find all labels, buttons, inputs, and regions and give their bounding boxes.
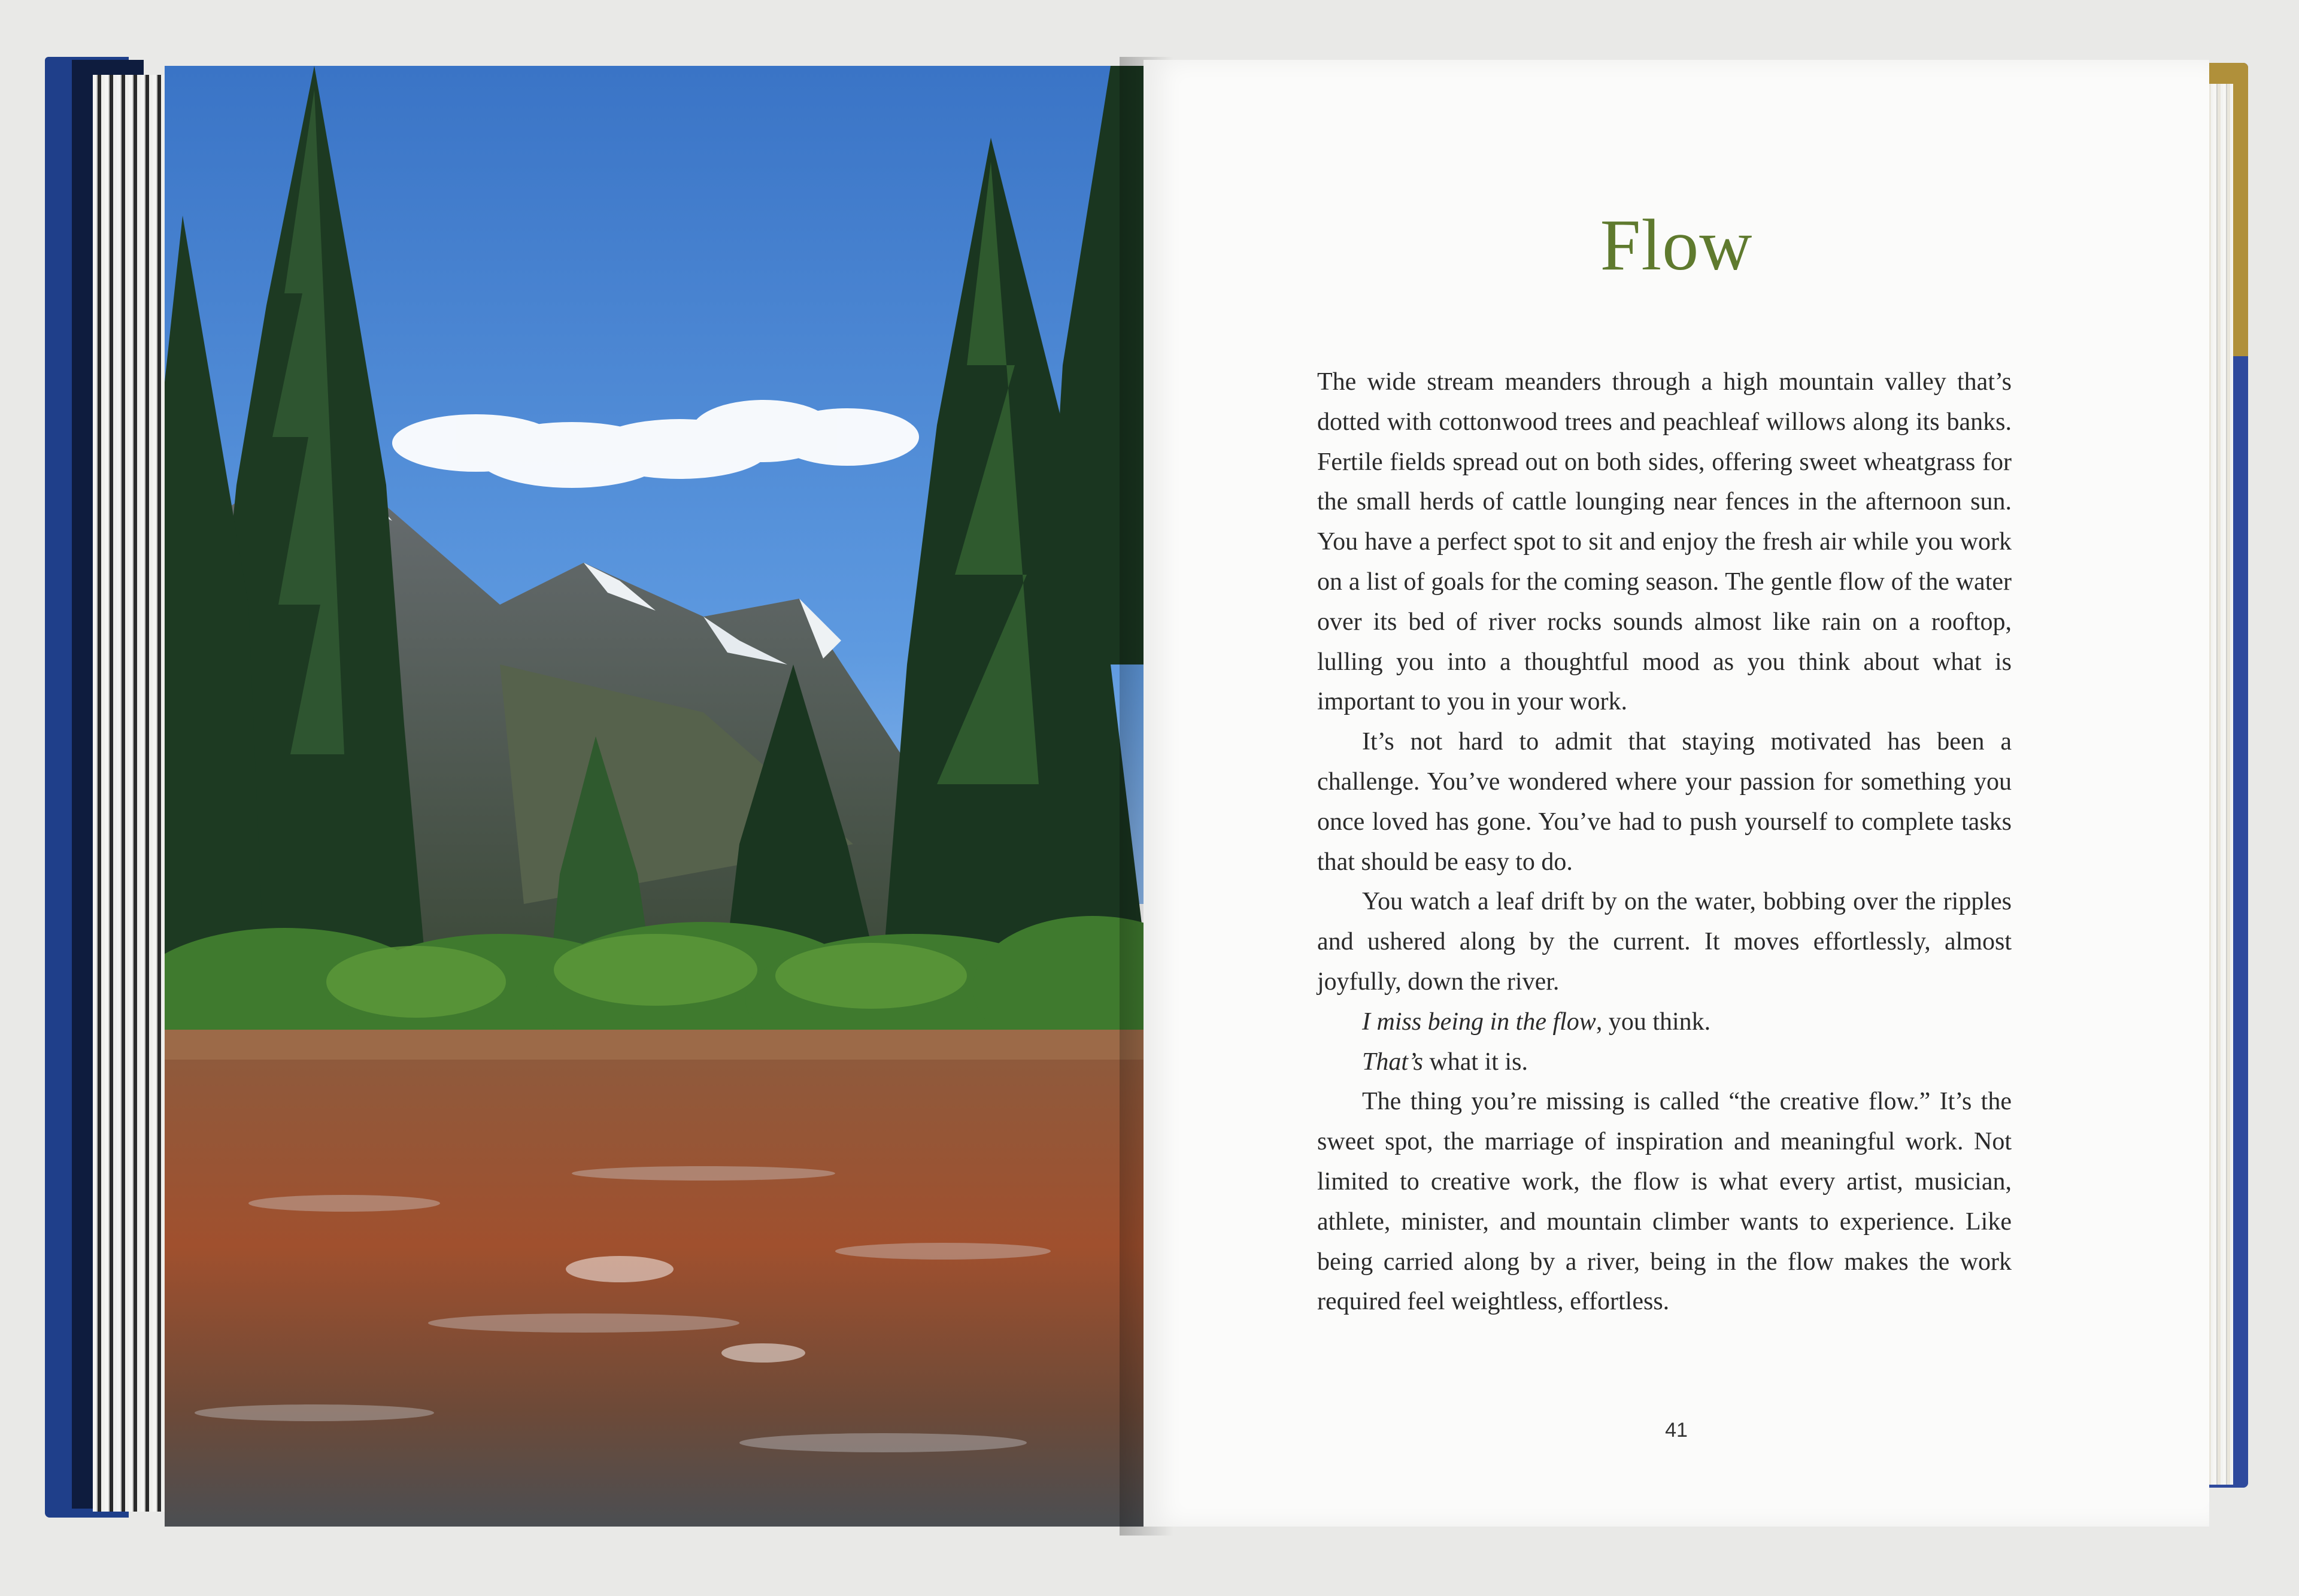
italic-word: That’s xyxy=(1362,1048,1423,1076)
page-edges-left xyxy=(93,75,171,1512)
paragraph-1: The wide stream meanders through a high mountain valley that’s dotted with cottonwood trees and peachleaf willows along its banks. Fertile fields spread out on both sides, offering sweet wheatgrass for the small herds of cattle lounging near fences in the afternoon sun. You have a perfect spot to sit and enjoy the fresh air while you work on a list of goals for the coming season. The gentle flow of the water over its bed of river rocks sounds almost like rain on a rooftop, lulling you into a thoughtful mood as you think about what is important to you in your work. xyxy=(1317,368,2012,716)
paragraph-2: It’s not hard to admit that staying motivated has been a challenge. You’ve wondered where your passion for something you once loved has gone. You’ve had to push yourself to complete tasks that should be easy to do. xyxy=(1317,728,2012,876)
paragraph-5 xyxy=(1317,1042,2012,1082)
right-page xyxy=(1144,60,2209,1527)
mountain-stream-photo xyxy=(165,66,1147,1527)
paragraph-4 xyxy=(1317,1002,2012,1042)
paragraph-5-rest: what it is. xyxy=(1423,1048,1528,1076)
paragraph-3: You watch a leaf drift by on the water, bobbing over the ripples and ushered along by the current. It moves effortlessly, almost joyfully, down the river. xyxy=(1317,888,2012,996)
left-page-photo xyxy=(165,66,1147,1527)
body-text xyxy=(1317,362,2012,1322)
chapter-title: Flow xyxy=(1600,205,1753,286)
paragraph-4-rest: , you think. xyxy=(1596,1008,1711,1036)
paragraph-6: The thing you’re missing is called “the creative flow.” It’s the sweet spot, the marriage of inspiration and meaningful work. Not limited to creative work, the flow is what every artist, musician, athlete, minister, and mountain climber wants to experience. Like being carried along by a river, being in the flow makes the work required feel weightless, effortless. xyxy=(1317,1088,2012,1316)
italic-phrase: I miss being in the flow xyxy=(1362,1008,1596,1036)
page-number: 41 xyxy=(1665,1419,1688,1442)
